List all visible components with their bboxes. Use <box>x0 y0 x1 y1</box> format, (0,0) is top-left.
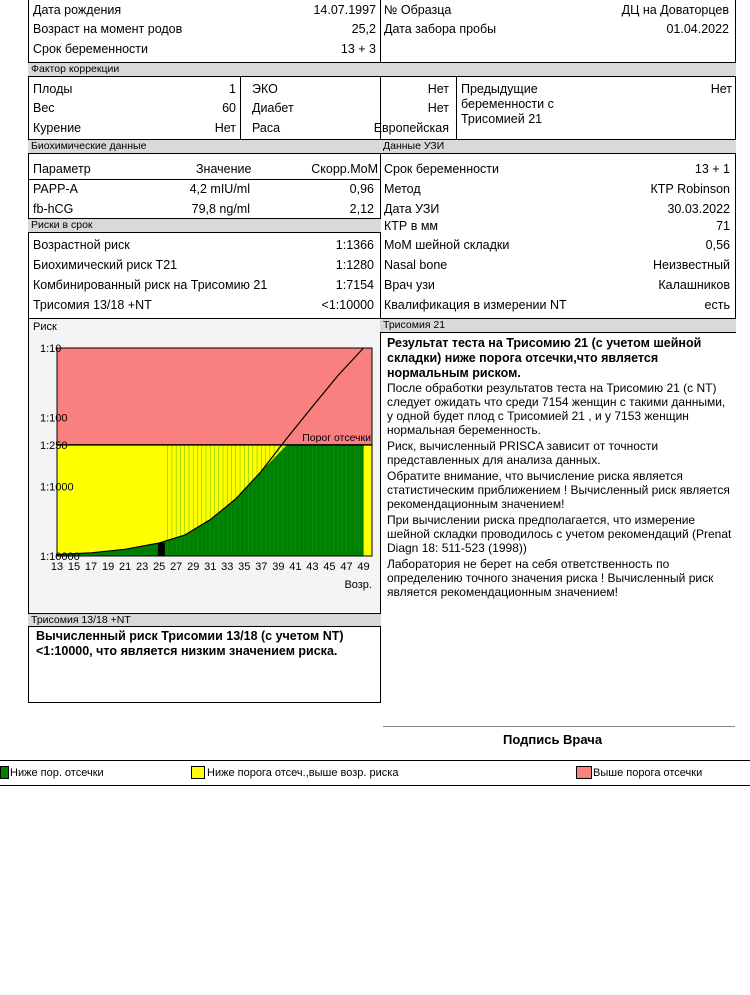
hcg-label: fb-hCG <box>33 202 74 216</box>
x-tick-label: 29 <box>187 561 200 573</box>
risk-chart <box>29 319 380 612</box>
papp-a-label: PAPP-A <box>33 182 78 196</box>
y-tick-label: 1:100 <box>40 412 68 425</box>
cutoff-label: Порог отсечки <box>302 431 371 444</box>
x-tick-label: 47 <box>340 561 353 573</box>
legend-red-label: Выше порога отсечки <box>593 767 703 779</box>
x-tick-label: 19 <box>101 561 115 573</box>
t21-para-3: Обратите внимание, что вычисление риска является статистическим приближением ! Вычисленный риск является рекомендационным значением! <box>387 469 730 511</box>
legend-green-label: Ниже пор. отсечки <box>10 767 104 779</box>
x-tick-label: 45 <box>323 561 336 573</box>
legend-green-swatch <box>0 766 9 779</box>
risk-combined-label: Комбинированный риск на Трисомию 21 <box>33 278 268 292</box>
x-tick-label: 33 <box>221 561 234 573</box>
ivf-value: Нет <box>427 82 449 96</box>
ga-label: Срок беременности <box>33 42 149 56</box>
x-tick-label: 31 <box>204 561 217 573</box>
x-tick-label: 17 <box>84 561 98 573</box>
race-label: Раса <box>252 121 281 135</box>
hcg-mom: 2,12 <box>349 202 374 216</box>
age-value: 25,2 <box>351 22 376 36</box>
dob-value: 14.07.1997 <box>313 3 376 17</box>
chart-title: Риск <box>33 321 57 333</box>
t21-para-4: При вычислении риска предполагается, что измерение шейной складки проводилось с учетом рекомендаций (Prenat Diagn 18: 511-523 (1998)) <box>387 513 732 555</box>
us-crl-label: КТР в мм <box>384 219 439 233</box>
ga-value: 13 + 3 <box>340 42 376 56</box>
papp-a-mom: 0,96 <box>349 182 374 196</box>
col-value: Значение <box>196 162 252 176</box>
hcg-value: 79,8 ng/ml <box>191 202 250 216</box>
patient-marker <box>158 543 165 556</box>
papp-a-value: 4,2 mIU/ml <box>189 182 250 196</box>
sample-label: № Образца <box>384 3 452 17</box>
us-crl-value: 71 <box>716 219 730 233</box>
x-tick-label: 37 <box>255 561 268 573</box>
legend-yellow-label: Ниже порога отсеч.,выше возр. риска <box>207 767 399 779</box>
x-tick-label: 35 <box>238 561 251 573</box>
fetuses-value: 1 <box>229 82 236 96</box>
diabetes-label: Диабет <box>252 101 294 115</box>
x-tick-label: 41 <box>289 561 302 573</box>
age-label: Возраст на момент родов <box>33 22 183 36</box>
us-qual-label: Квалификация в измерении NT <box>384 298 567 312</box>
sample-value: ДЦ на Доваторцев <box>621 3 729 17</box>
ivf-label: ЭКО <box>252 82 278 96</box>
x-tick-label: 39 <box>272 561 285 573</box>
x-axis-label: Возр. <box>344 579 372 591</box>
x-tick-label: 23 <box>136 561 149 573</box>
risk-age-value: 1:1366 <box>335 238 374 252</box>
us-qual-value: есть <box>704 298 730 312</box>
weight-label: Вес <box>33 101 55 115</box>
us-ga-value: 13 + 1 <box>694 162 730 176</box>
col-param: Параметр <box>33 162 91 176</box>
us-doctor-label: Врач узи <box>384 278 435 292</box>
t21-para-5: Лаборатория не берет на себя ответственность по определению точного значения риска ! Вычисленный риск является рекомендационным значением! <box>387 557 714 599</box>
us-date-label: Дата УЗИ <box>384 202 440 216</box>
y-tick-label: 1:250 <box>40 439 68 452</box>
us-ga-label: Срок беременности <box>384 162 500 176</box>
us-nt-value: 0,56 <box>705 238 730 252</box>
x-tick-label: 15 <box>67 561 81 573</box>
us-nasal-value: Неизвестный <box>653 258 730 272</box>
y-tick-label: 1:1000 <box>40 481 74 494</box>
weight-value: 60 <box>222 101 236 115</box>
x-tick-label: 21 <box>118 561 132 573</box>
us-doctor-value: Калашников <box>658 278 730 292</box>
ultrasound-header: Данные УЗИ <box>380 139 736 154</box>
risk-t1318-label: Трисомия 13/18 +NT <box>33 298 152 312</box>
y-tick-label: 1:10000 <box>40 551 80 563</box>
y-tick-label: 1:10 <box>40 343 62 355</box>
prev-label-3: Трисомией 21 <box>461 112 543 126</box>
prev-label-1: Предыдущие <box>461 82 538 96</box>
t21-result: Результат теста на Трисомию 21 (с учетом шейной складки) ниже порога отсечки,что является нормальным риском. <box>387 336 702 380</box>
race-value: Европейская <box>373 121 449 135</box>
t1318-header: Трисомия 13/18 +NT <box>28 613 381 627</box>
risk-biochem-label: Биохимический риск Т21 <box>33 258 178 272</box>
x-tick-label: 13 <box>50 561 64 573</box>
correction-header: Фактор коррекции <box>28 62 736 77</box>
us-method-label: Метод <box>384 182 421 196</box>
us-nasal-label: Nasal bone <box>384 258 448 272</box>
risk-t1318-value: <1:10000 <box>321 298 374 312</box>
legend-yellow-swatch <box>191 766 205 779</box>
risk-biochem-value: 1:1280 <box>335 258 374 272</box>
t1318-result: Вычисленный риск Трисомии 13/18 (с учетом NT) <1:10000, что является низким значением риска. <box>36 629 344 658</box>
risks-header: Риски в срок <box>28 218 381 233</box>
legend-red-swatch <box>576 766 592 779</box>
x-tick-label: 27 <box>170 561 183 573</box>
risk-age-label: Возрастной риск <box>33 238 130 252</box>
smoking-label: Курение <box>33 121 82 135</box>
x-tick-label: 43 <box>306 561 319 573</box>
t21-header: Трисомия 21 <box>380 318 736 333</box>
us-method-value: КТР Robinson <box>650 182 730 196</box>
col-mom: Скорр.MoM <box>311 162 378 176</box>
smoking-value: Нет <box>214 121 236 135</box>
signature-label: Подпись Врача <box>503 732 603 747</box>
fetuses-label: Плоды <box>33 82 73 96</box>
sample-date-label: Дата забора пробы <box>384 22 497 36</box>
prev-label-2: беременности с <box>461 97 554 111</box>
us-date-value: 30.03.2022 <box>667 202 730 216</box>
risk-combined-value: 1:7154 <box>335 278 374 292</box>
prev-value: Нет <box>710 82 732 96</box>
sample-date-value: 01.04.2022 <box>666 22 729 36</box>
biochem-header: Биохимические данные <box>28 139 381 154</box>
zone-above-cutoff <box>57 348 372 445</box>
x-tick-label: 25 <box>153 561 166 573</box>
t21-para-1: После обработки результатов теста на Трисомию 21 (с NT) следует ожидать что среди 7154 женщин с такими данными, у одной будет плод с Трисомией 21 , и у 7153 женщин нормальная беременность. <box>387 381 726 437</box>
x-tick-label: 49 <box>357 561 370 573</box>
diabetes-value: Нет <box>427 101 449 115</box>
us-nt-label: MoM шейной складки <box>384 238 510 252</box>
t21-para-2: Риск, вычисленный PRISCA зависит от точности представленных для анализа данных. <box>387 439 659 467</box>
dob-label: Дата рождения <box>33 3 122 17</box>
